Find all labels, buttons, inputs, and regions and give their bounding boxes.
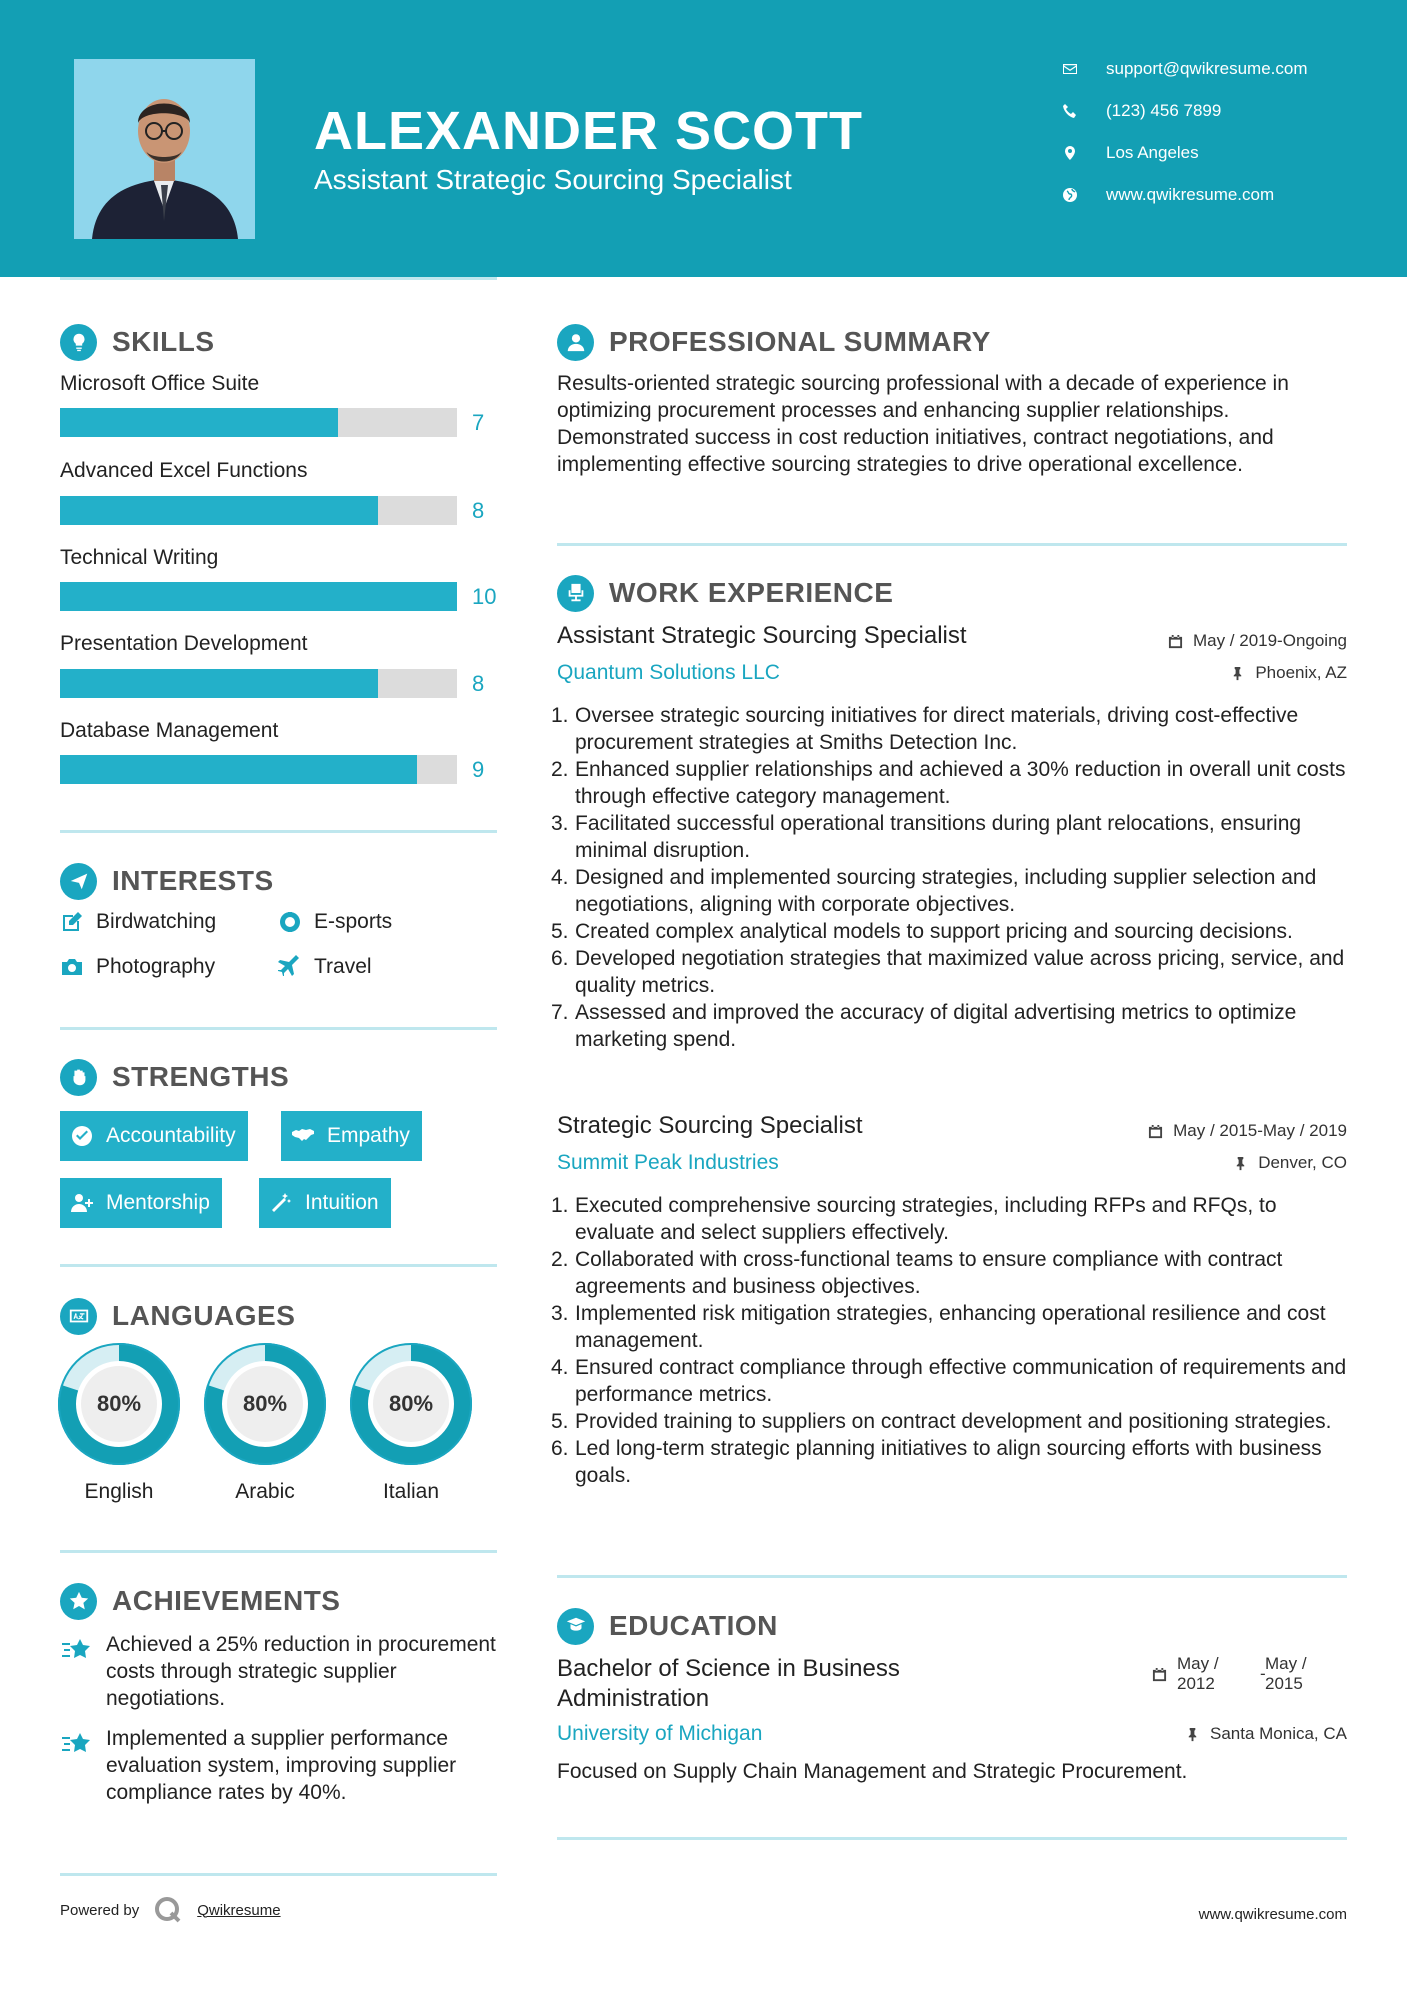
contact-email[interactable] xyxy=(1050,55,1390,83)
qwikresume-logo-icon xyxy=(153,1895,183,1925)
edu-start-month: May / xyxy=(1177,1654,1219,1673)
strength-tag: Intuition xyxy=(259,1178,391,1228)
skill-level: 8 xyxy=(472,498,485,523)
footer-website[interactable]: www.qwikresume.com xyxy=(1198,1906,1347,1923)
job-location: Phoenix, AZ xyxy=(1230,663,1347,683)
globe-icon xyxy=(1050,187,1090,203)
star-badge-icon xyxy=(60,1583,97,1620)
camera-icon xyxy=(60,955,84,979)
magic-wand-icon xyxy=(269,1191,293,1215)
experience-heading: WORK EXPERIENCE xyxy=(557,573,893,613)
skill-name: Database Management xyxy=(60,719,279,742)
interests-heading: INTERESTS xyxy=(60,861,274,901)
job-bullet: 3. Facilitated successful operational transitions during plant relocations, ensuring minimal disruption. xyxy=(551,812,1302,862)
job-bullets xyxy=(551,702,1351,1053)
skill-name: Presentation Development xyxy=(60,632,308,655)
contact-phone-text: (123) 456 7899 xyxy=(1106,101,1222,120)
contact-website[interactable] xyxy=(1050,181,1390,209)
summary-heading: PROFESSIONAL SUMMARY xyxy=(557,322,991,362)
section-divider xyxy=(557,543,1347,546)
skill-name: Technical Writing xyxy=(60,546,219,569)
plane-icon xyxy=(278,955,302,979)
section-divider xyxy=(60,1550,497,1553)
education-dates xyxy=(1152,1654,1352,1698)
language-icon xyxy=(60,1298,97,1335)
degree-line-1: Bachelor of Science in Business xyxy=(557,1655,900,1682)
lightbulb-icon xyxy=(60,324,97,361)
skill-bar-fill xyxy=(60,755,417,784)
candidate-name: ALEXANDER SCOTT xyxy=(314,101,864,161)
contact-phone[interactable] xyxy=(1050,97,1390,125)
office-chair-icon xyxy=(557,575,594,612)
edu-dash: - xyxy=(1260,1664,1266,1683)
job-bullet: 2. Enhanced supplier relationships and achieved a 30% reduction in overall unit costs through effective category management. xyxy=(551,758,1346,808)
company-name[interactable]: Summit Peak Industries xyxy=(557,1151,779,1174)
job-bullet: 2. Collaborated with cross-functional teams to ensure compliance with contract agreements and business objectives. xyxy=(551,1248,1283,1298)
skill-level: 8 xyxy=(472,671,485,696)
education-location: Santa Monica, CA xyxy=(1185,1724,1347,1744)
education-description: Focused on Supply Chain Management and Strategic Procurement. xyxy=(557,1760,1188,1783)
header-divider xyxy=(60,277,497,280)
section-divider xyxy=(60,1027,497,1030)
skill-bar xyxy=(60,582,457,611)
life-ring-icon xyxy=(278,910,302,934)
job-bullet: 3. Implemented risk mitigation strategies, enhancing operational resilience and cost management. xyxy=(551,1302,1326,1352)
job-dates: May / 2015-May / 2019 xyxy=(1148,1121,1347,1141)
language-percent: 80% xyxy=(388,1391,434,1416)
skill-bar-fill xyxy=(60,408,338,437)
strengths-heading: STRENGTHS xyxy=(60,1057,289,1097)
edu-end-month: May / xyxy=(1265,1654,1307,1673)
profile-photo xyxy=(74,59,255,239)
school-name[interactable]: University of Michigan xyxy=(557,1722,763,1745)
skill-bar xyxy=(60,669,457,698)
contact-location xyxy=(1050,139,1390,167)
skill-bar xyxy=(60,496,457,525)
thumbtack-icon xyxy=(1233,1156,1248,1171)
skill-bar-fill xyxy=(60,669,378,698)
strength-tag: Mentorship xyxy=(60,1178,222,1228)
section-divider xyxy=(557,1575,1347,1578)
user-icon xyxy=(557,324,594,361)
achievements-heading: ACHIEVEMENTS xyxy=(60,1581,340,1621)
achievement-item: Implemented a supplier performance evaluation system, improving supplier compliance rates by 40%. xyxy=(60,1725,500,1806)
job-bullet: 6. Developed negotiation strategies that maximized value across pricing, service, and quality metrics. xyxy=(551,947,1345,997)
degree-line-2: Administration xyxy=(557,1685,710,1712)
section-divider xyxy=(60,1264,497,1267)
company-name[interactable]: Quantum Solutions LLC xyxy=(557,661,780,684)
interest-item: Birdwatching xyxy=(60,910,216,934)
handshake-icon xyxy=(291,1124,315,1148)
skill-bar-fill xyxy=(60,582,457,611)
job-title: Assistant Strategic Sourcing Specialist xyxy=(557,622,967,649)
job-bullet: 6. Led long-term strategic planning initiatives to align sourcing efforts with business goals. xyxy=(551,1437,1322,1487)
section-divider xyxy=(557,1837,1347,1840)
language-name: Italian xyxy=(382,1480,440,1503)
strength-tag: Empathy xyxy=(281,1111,422,1161)
paper-plane-icon xyxy=(60,863,97,900)
interest-item: Photography xyxy=(60,955,215,979)
shooting-star-icon xyxy=(60,1633,92,1665)
candidate-title: Assistant Strategic Sourcing Specialist xyxy=(314,164,792,195)
job-bullets xyxy=(551,1192,1351,1489)
skill-level: 7 xyxy=(472,410,485,435)
strength-tag: Accountability xyxy=(60,1111,248,1161)
powered-by-label: Powered by xyxy=(60,1901,140,1919)
user-plus-icon xyxy=(70,1191,94,1215)
job-bullet: 4. Ensured contract compliance through effective communication of requirements and performance metrics. xyxy=(551,1356,1347,1406)
contact-location-text: Los Angeles xyxy=(1106,143,1199,162)
language-name: Arabic xyxy=(235,1480,295,1503)
footer-powered-by xyxy=(60,1895,281,1925)
skill-bar xyxy=(60,755,457,784)
education-heading: EDUCATION xyxy=(557,1606,778,1646)
job-bullet: 1. Oversee strategic sourcing initiatives for direct materials, driving cost-effective procurement strategies at Smiths Detection Inc. xyxy=(551,704,1299,754)
skills-heading: SKILLS xyxy=(60,322,215,362)
thumbtack-icon xyxy=(1185,1727,1200,1742)
phone-icon xyxy=(1050,103,1090,119)
section-divider xyxy=(60,830,497,833)
skill-level: 10 xyxy=(472,584,497,609)
job-dates: May / 2019-Ongoing xyxy=(1168,631,1347,651)
language-percent: 80% xyxy=(242,1391,288,1416)
job-location: Denver, CO xyxy=(1233,1153,1347,1173)
graduate-icon xyxy=(557,1608,594,1645)
map-pin-icon xyxy=(1050,145,1090,161)
interest-item: Travel xyxy=(278,955,372,979)
achievement-item: Achieved a 25% reduction in procurement costs through strategic supplier negotiations. xyxy=(60,1631,500,1712)
resume-header xyxy=(0,0,1407,277)
fist-icon xyxy=(60,1059,97,1096)
language-percent: 80% xyxy=(96,1391,142,1416)
edu-start-year: 2012 xyxy=(1177,1674,1215,1693)
job-bullet: 4. Designed and implemented sourcing strategies, including supplier selection and negotiations, aligning with corporate objectives. xyxy=(551,866,1317,916)
calendar-icon xyxy=(1168,634,1183,649)
job-bullet: 7. Assessed and improved the accuracy of digital advertising metrics to optimize marketing spend. xyxy=(551,1001,1297,1051)
summary-text: Results-oriented strategic sourcing professional with a decade of experience in optimizing procurement processes and enhancing supplier relationships. Demonstrated success in cost reduction initiatives, contract negotiations, and implementing effective sourcing strategies to drive operational excellence. xyxy=(557,372,1289,476)
check-circle-icon xyxy=(70,1124,94,1148)
shooting-star-icon xyxy=(60,1727,92,1759)
qwikresume-link[interactable]: Qwikresume xyxy=(197,1901,281,1919)
skill-level: 9 xyxy=(472,757,485,782)
skill-name: Advanced Excel Functions xyxy=(60,459,308,482)
thumbtack-icon xyxy=(1230,666,1245,681)
contact-email-text: support@qwikresume.com xyxy=(1106,59,1308,78)
contact-website-text: www.qwikresume.com xyxy=(1106,185,1275,204)
section-divider xyxy=(60,1873,497,1876)
edit-icon xyxy=(60,910,84,934)
skill-name: Microsoft Office Suite xyxy=(60,372,260,395)
job-title: Strategic Sourcing Specialist xyxy=(557,1112,863,1139)
edu-end-year: 2015 xyxy=(1265,1674,1303,1693)
calendar-icon xyxy=(1152,1667,1167,1682)
skill-bar xyxy=(60,408,457,437)
languages-heading: LANGUAGES xyxy=(60,1296,295,1336)
calendar-icon xyxy=(1148,1124,1163,1139)
job-bullet: 5. Created complex analytical models to support pricing and sourcing decisions. xyxy=(551,920,1293,943)
language-name: English xyxy=(84,1480,154,1503)
job-bullet: 5. Provided training to suppliers on contract development and positioning strategies. xyxy=(551,1410,1332,1433)
job-bullet: 1. Executed comprehensive sourcing strategies, including RFPs and RFQs, to evaluate and select suppliers effectively. xyxy=(551,1194,1277,1244)
skill-bar-fill xyxy=(60,496,378,525)
envelope-icon xyxy=(1050,61,1090,77)
interest-item: E-sports xyxy=(278,910,392,934)
